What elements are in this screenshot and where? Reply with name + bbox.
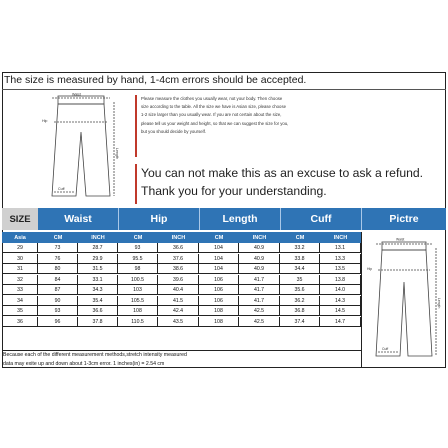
table-cell: 31.5 (78, 264, 118, 274)
table-cell: 32 (2, 275, 38, 285)
table-row (2, 296, 361, 306)
table-cell: 14.3 (320, 296, 361, 306)
sketch-cuff-label: Cuff (58, 187, 65, 191)
sketch-waist-label: Waist (72, 92, 81, 97)
unit-cm: CM (133, 234, 143, 241)
table-cell: 35.6 (280, 285, 320, 295)
table-row (2, 243, 361, 253)
footer-line: data may exite up and down about 1-3cm error. 1 inches(in) = 2.54 cm (3, 360, 165, 367)
note-line: but you should decide by yourself. (141, 128, 206, 134)
header-size: SIZE (2, 208, 38, 230)
table-cell: 104 (199, 254, 239, 264)
table-cell: 96 (38, 317, 78, 327)
table-cell: 35 (280, 275, 320, 285)
table-cell: 42.4 (158, 306, 199, 316)
table-cell: 36.2 (280, 296, 320, 306)
unit-cm: CM (53, 234, 63, 241)
table-cell: 100.5 (118, 275, 158, 285)
table-cell: 36.6 (158, 243, 199, 253)
table-cell: 29.9 (78, 254, 118, 264)
table-cell: 103 (118, 285, 158, 295)
unit-inch: INCH (91, 234, 105, 241)
table-cell: 43.5 (158, 317, 199, 327)
table-cell: 13.3 (320, 254, 361, 264)
table-row (2, 264, 361, 274)
warning-line: Thank you for your understanding. (141, 184, 327, 198)
table-cell: 80 (38, 264, 78, 274)
table-cell: 33.8 (280, 254, 320, 264)
note-line: 1-2 size larger than you usually wear. If you are not certain about the size, (141, 112, 282, 118)
header-picture: Pictre (389, 213, 419, 225)
table-cell: 38.6 (158, 264, 199, 274)
table-cell: 98 (118, 264, 158, 274)
sketch-length-label: Length (115, 148, 119, 159)
table-cell: 33.2 (280, 243, 320, 253)
table-cell: 36.6 (78, 306, 118, 316)
header-length: Length (222, 213, 258, 225)
table-cell: 108 (199, 317, 239, 327)
table-cell: 14.0 (320, 285, 361, 295)
table-cell: 41.7 (239, 296, 280, 306)
footer-note (3, 350, 361, 368)
note-line: please tell us your weight and height, so that we can suggest the size for you, (141, 120, 289, 126)
table-cell: 30 (2, 254, 38, 264)
footer-line: Because each of the different measurement methods,stretch intensity measured (3, 352, 187, 358)
refund-warning (135, 164, 438, 204)
header-waist: Waist (64, 213, 92, 225)
table-cell: 106 (199, 275, 239, 285)
table-cell: 39.6 (158, 275, 199, 285)
note-line: size according to the table. All the size we have is Asian size, please choose (141, 104, 286, 110)
unit-inch: INCH (252, 234, 267, 241)
table-cell: 41.5 (158, 296, 199, 306)
title-divider (2, 89, 446, 90)
warning-line: You can not make this as an excuse to ask a refund. (141, 166, 424, 180)
table-row (2, 306, 361, 316)
picture-cuff-label: Cuff (382, 347, 389, 351)
table-cell: 104 (199, 264, 239, 274)
table-cell: 105.5 (118, 296, 158, 306)
table-cell: 37.8 (78, 317, 118, 327)
table-cell: 13.1 (320, 243, 361, 253)
table-row (2, 285, 361, 295)
picture-length-label: Length (437, 298, 441, 309)
unit-inch: INCH (333, 234, 348, 241)
measurement-note (135, 95, 438, 157)
table-cell: 42.5 (239, 306, 280, 316)
table-cell: 36 (2, 317, 38, 327)
table-cell: 106 (199, 285, 239, 295)
table-cell: 34 (2, 296, 38, 306)
table-cell: 33.1 (78, 275, 118, 285)
table-row (2, 275, 361, 285)
table-cell: 13.8 (320, 275, 361, 285)
unit-cm: CM (295, 234, 305, 241)
table-cell: 36.8 (280, 306, 320, 316)
table-cell: 40.9 (239, 254, 280, 264)
table-cell: 95.5 (118, 254, 158, 264)
table-cell: 33 (2, 285, 38, 295)
table-cell: 42.5 (239, 317, 280, 327)
table-cell: 41.7 (239, 285, 280, 295)
table-cell: 84 (38, 275, 78, 285)
table-cell: 13.5 (320, 264, 361, 274)
unit-asia: Asia (14, 234, 26, 241)
table-cell: 73 (38, 243, 78, 253)
picture-waist-label: Waist (396, 237, 405, 242)
table-cell: 87 (38, 285, 78, 295)
table-cell: 29 (2, 243, 38, 253)
trousers-picture (366, 236, 442, 364)
unit-inch: INCH (171, 234, 186, 241)
table-cell: 108 (199, 306, 239, 316)
table-cell: 93 (118, 243, 158, 253)
page-title: The size is measured by hand, 1-4cm errors should be accepted. (4, 74, 307, 86)
header-hip: Hip (150, 213, 168, 225)
table-cell: 14.7 (320, 317, 361, 327)
picture-hip-label: Hip (367, 267, 373, 271)
table-cell: 40.9 (239, 243, 280, 253)
table-cell: 37.6 (158, 254, 199, 264)
table-cell: 34.3 (78, 285, 118, 295)
sketch-hip-label: Hip (42, 119, 48, 123)
table-cell: 93 (38, 306, 78, 316)
table-cell: 34.4 (280, 264, 320, 274)
table-cell: 35.4 (78, 296, 118, 306)
table-cell: 76 (38, 254, 78, 264)
table-cell: 106 (199, 296, 239, 306)
table-cell: 108 (118, 306, 158, 316)
table-cell: 40.9 (239, 264, 280, 274)
table-cell: 28.7 (78, 243, 118, 253)
table-cell: 110.5 (118, 317, 158, 327)
note-line: Please measure the clothes you usually wear, not your body. Then choose (141, 96, 283, 101)
unit-cm: CM (214, 234, 224, 241)
trousers-sketch (40, 92, 120, 204)
table-cell: 41.7 (239, 275, 280, 285)
table-cell: 37.4 (280, 317, 320, 327)
table-cell: 104 (199, 243, 239, 253)
table-cell: 40.4 (158, 285, 199, 295)
table-row (2, 317, 361, 327)
table-row (2, 254, 361, 264)
table-cell: 14.5 (320, 306, 361, 316)
table-cell: 90 (38, 296, 78, 306)
table-cell: 31 (2, 264, 38, 274)
header-cuff: Cuff (310, 213, 332, 225)
table-cell: 35 (2, 306, 38, 316)
